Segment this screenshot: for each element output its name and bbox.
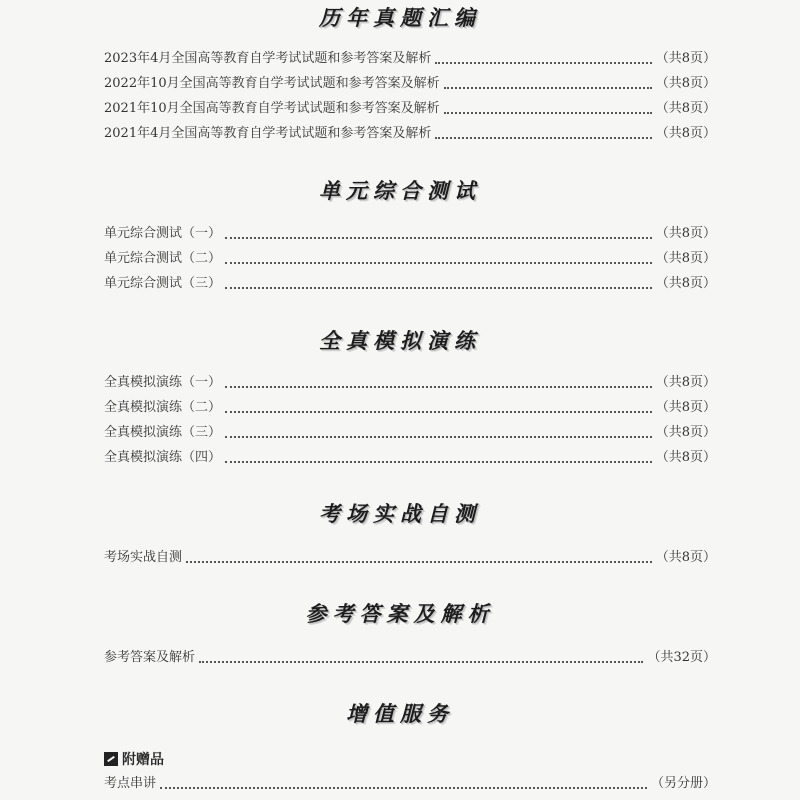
toc-row (104, 48, 716, 70)
toc-row (104, 647, 716, 669)
toc-row (104, 248, 716, 270)
toc-label: 全真模拟演练（四） (104, 450, 222, 465)
toc-label: 全真模拟演练（二） (104, 400, 222, 415)
section-title: 全真模拟演练 (319, 329, 481, 353)
dot-leader (225, 262, 652, 264)
toc-pages: （共8页） (655, 550, 716, 565)
toc-pages: （共8页） (655, 251, 716, 266)
toc-pages: （共8页） (655, 375, 716, 390)
dot-leader (225, 386, 652, 388)
toc-row (104, 397, 716, 419)
section-title: 参考答案及解析 (305, 602, 495, 626)
dot-leader (225, 411, 652, 413)
toc-pages: （另分册） (650, 776, 716, 791)
gift-header-label: 附赠品 (122, 752, 164, 768)
toc-row (104, 773, 716, 795)
toc-pages: （共8页） (655, 226, 716, 241)
toc-label: 全真模拟演练（一） (104, 375, 222, 390)
toc-row (104, 223, 716, 245)
toc-label: 考点串讲 (104, 776, 157, 791)
toc-pages: （共32页） (647, 650, 716, 665)
toc-label: 参考答案及解析 (104, 650, 196, 665)
checkbox-icon (104, 752, 118, 766)
toc-label: 2021年4月全国高等教育自学考试试题和参考答案及解析 (104, 126, 432, 141)
dot-leader (225, 237, 652, 239)
dot-leader (435, 62, 651, 64)
toc-pages: （共8页） (655, 276, 716, 291)
dot-leader (199, 661, 643, 663)
toc-row (104, 273, 716, 295)
toc-pages: （共8页） (655, 126, 716, 141)
toc-pages: （共8页） (655, 51, 716, 66)
section-title: 历年真题汇编 (319, 6, 481, 30)
dot-leader (160, 787, 647, 789)
toc-label: 单元综合测试（一） (104, 226, 222, 241)
section-title: 增值服务 (346, 702, 454, 726)
toc-pages: （共8页） (655, 101, 716, 116)
toc-label: 2023年4月全国高等教育自学考试试题和参考答案及解析 (104, 51, 432, 66)
toc-pages: （共8页） (655, 450, 716, 465)
dot-leader (444, 112, 652, 114)
toc-label: 全真模拟演练（三） (104, 425, 222, 440)
dot-leader (225, 436, 652, 438)
toc-pages: （共8页） (655, 76, 716, 91)
toc-row (104, 123, 716, 145)
toc-label: 单元综合测试（二） (104, 251, 222, 266)
toc-row (104, 447, 716, 469)
gift-header (104, 748, 164, 770)
toc-row (104, 98, 716, 120)
section-title: 考场实战自测 (319, 502, 481, 526)
dot-leader (225, 461, 652, 463)
toc-pages: （共8页） (655, 400, 716, 415)
toc-label: 考场实战自测 (104, 550, 183, 565)
dot-leader (225, 287, 652, 289)
toc-row (104, 422, 716, 444)
toc-row (104, 73, 716, 95)
dot-leader (186, 561, 652, 563)
toc-label: 单元综合测试（三） (104, 276, 222, 291)
toc-label: 2022年10月全国高等教育自学考试试题和参考答案及解析 (104, 76, 440, 91)
toc-label: 2021年10月全国高等教育自学考试试题和参考答案及解析 (104, 101, 440, 116)
dot-leader (444, 87, 652, 89)
toc-pages: （共8页） (655, 425, 716, 440)
toc-row (104, 372, 716, 394)
toc-row (104, 547, 716, 569)
dot-leader (435, 137, 651, 139)
section-title: 单元综合测试 (319, 179, 481, 203)
